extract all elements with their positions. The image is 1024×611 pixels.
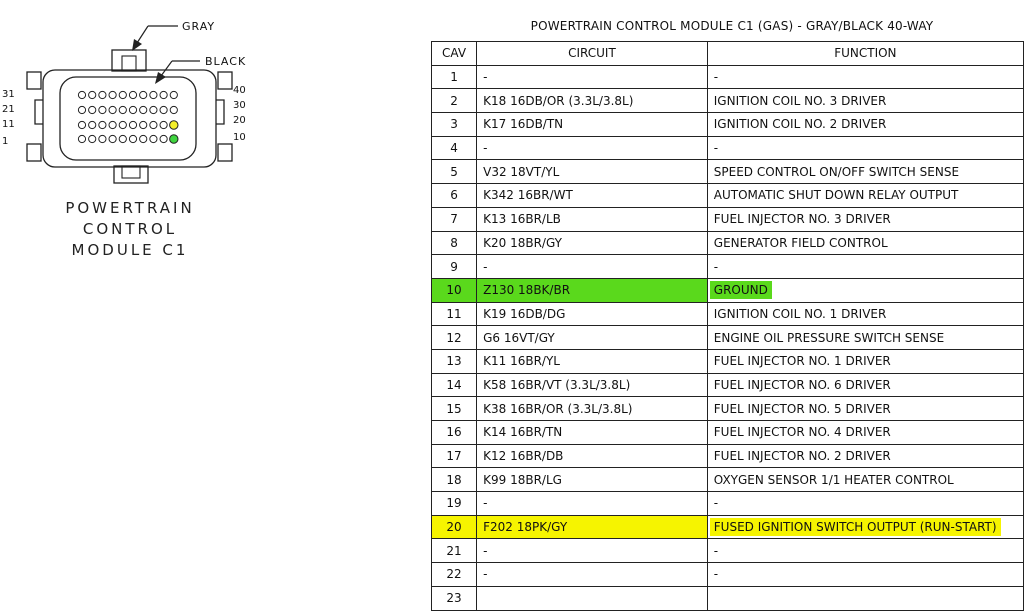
table-row [432,373,1024,397]
cav-cell: 2 [432,89,477,113]
circuit-cell: K11 16BR/YL [477,349,708,373]
circuit-cell: K99 18BR/LG [477,468,708,492]
caption-line-1: POWERTRAIN [65,199,195,217]
function-cell: FUEL INJECTOR NO. 2 DRIVER [707,444,1023,468]
connector-pin [119,106,126,113]
circuit-cell: V32 18VT/YL [477,160,708,184]
table-row [432,65,1024,89]
gray-label: GRAY [182,20,216,33]
function-cell: IGNITION COIL NO. 3 DRIVER [707,89,1023,113]
connector-pin [109,106,116,113]
row-number-right: 20 [233,115,246,126]
header-cav: CAV [432,42,477,66]
function-cell: GENERATOR FIELD CONTROL [707,231,1023,255]
circuit-cell: K17 16DB/TN [477,113,708,137]
cav-cell: 7 [432,207,477,231]
function-cell: FUEL INJECTOR NO. 1 DRIVER [707,349,1023,373]
function-cell: - [707,539,1023,563]
circuit-cell: - [477,563,708,587]
connector-tab-top-left [27,72,41,89]
pin-grid [78,91,178,143]
connector-pin [140,106,147,113]
connector-pin [129,121,136,128]
connector-pin [160,135,167,142]
cav-cell: 6 [432,184,477,208]
function-cell: AUTOMATIC SHUT DOWN RELAY OUTPUT [707,184,1023,208]
row-number-right: 10 [233,132,246,143]
connector-drawing [0,0,300,200]
connector-pin [89,91,96,98]
connector-pin [119,91,126,98]
function-cell: SPEED CONTROL ON/OFF SWITCH SENSE [707,160,1023,184]
circuit-cell: - [477,539,708,563]
connector-pin [140,91,147,98]
pinout-table [431,41,1024,611]
function-cell [707,586,1023,610]
table-row [432,349,1024,373]
connector-tab-bottom-right [218,144,232,161]
table-row [432,515,1024,539]
cav-cell: 21 [432,539,477,563]
connector-pin [160,121,167,128]
connector-pin [129,135,136,142]
connector-latch-top-inner [122,56,136,71]
cav-cell: 18 [432,468,477,492]
cav-cell: 13 [432,349,477,373]
row-number-right: 40 [233,85,246,96]
cav-cell: 9 [432,255,477,279]
connector-pin [170,91,177,98]
function-cell: - [707,563,1023,587]
header-function: FUNCTION [707,42,1023,66]
circuit-cell [477,586,708,610]
connector-pin [160,91,167,98]
connector-pin [109,121,116,128]
circuit-cell: K20 18BR/GY [477,231,708,255]
connector-pin [78,91,85,98]
function-highlight: GROUND [710,281,772,299]
connector-pin [99,135,106,142]
table-row [432,255,1024,279]
connector-pin [78,135,85,142]
table-title: POWERTRAIN CONTROL MODULE C1 (GAS) - GRAY/BLACK 40-WAY [530,19,934,33]
function-cell: IGNITION COIL NO. 2 DRIVER [707,113,1023,137]
function-cell: - [707,492,1023,516]
cav-cell: 14 [432,373,477,397]
circuit-cell: K38 16BR/OR (3.3L/3.8L) [477,397,708,421]
circuit-cell: K18 16DB/OR (3.3L/3.8L) [477,89,708,113]
table-row [432,184,1024,208]
table-body [432,65,1024,610]
connector-pin [119,121,126,128]
circuit-cell: Z130 18BK/BR [477,278,708,302]
cav-cell: 19 [432,492,477,516]
function-cell: OXYGEN SENSOR 1/1 HEATER CONTROL [707,468,1023,492]
table-row [432,326,1024,350]
circuit-cell: K19 16DB/DG [477,302,708,326]
circuit-cell: - [477,65,708,89]
table-row [432,136,1024,160]
cav-cell: 12 [432,326,477,350]
function-cell [707,278,1023,302]
table-row [432,207,1024,231]
connector-pin [170,135,178,143]
table-row [432,231,1024,255]
cav-cell: 4 [432,136,477,160]
connector-pin [140,135,147,142]
gray-arrowhead [132,39,142,51]
connector-flange-right [216,100,224,124]
caption-line-3: MODULE C1 [71,241,189,259]
table-row [432,113,1024,137]
function-highlight: FUSED IGNITION SWITCH OUTPUT (RUN-START) [710,518,1001,536]
function-cell: - [707,255,1023,279]
cav-cell: 20 [432,515,477,539]
black-arrowhead [155,72,166,84]
function-cell: FUEL INJECTOR NO. 3 DRIVER [707,207,1023,231]
cav-cell: 10 [432,278,477,302]
row-numbers-left [2,89,15,147]
gray-leader-line-diag [137,26,148,43]
connector-pin [78,106,85,113]
connector-pin [89,135,96,142]
connector-pin [109,135,116,142]
function-cell: FUEL INJECTOR NO. 4 DRIVER [707,421,1023,445]
circuit-cell: - [477,255,708,279]
connector-pin [140,121,147,128]
connector-pin [150,121,157,128]
caption-line-2: CONTROL [82,220,178,238]
function-cell: FUEL INJECTOR NO. 5 DRIVER [707,397,1023,421]
connector-pin [170,121,178,129]
connector-tab-top-right [218,72,232,89]
connector-flange-left [35,100,43,124]
cav-cell: 23 [432,586,477,610]
circuit-cell: G6 16VT/GY [477,326,708,350]
function-cell: IGNITION COIL NO. 1 DRIVER [707,302,1023,326]
function-cell: FUEL INJECTOR NO. 6 DRIVER [707,373,1023,397]
table-row [432,444,1024,468]
connector-pin [129,91,136,98]
circuit-cell: K12 16BR/DB [477,444,708,468]
circuit-cell: - [477,492,708,516]
table-row [432,563,1024,587]
cav-cell: 17 [432,444,477,468]
connector-latch-bottom [114,166,148,183]
table-header-row [432,42,1024,66]
function-cell: ENGINE OIL PRESSURE SWITCH SENSE [707,326,1023,350]
cav-cell: 15 [432,397,477,421]
row-number-left: 21 [2,104,15,115]
connector-pin [119,135,126,142]
circuit-cell: - [477,136,708,160]
circuit-cell: F202 18PK/GY [477,515,708,539]
connector-housing-inner [60,77,196,160]
connector-pin [99,121,106,128]
row-number-right: 30 [233,100,246,111]
table-row [432,397,1024,421]
connector-pin [129,106,136,113]
connector-pin [160,106,167,113]
row-number-left: 11 [2,119,15,130]
circuit-cell: K342 16BR/WT [477,184,708,208]
cav-cell: 22 [432,563,477,587]
cav-cell: 16 [432,421,477,445]
table-row [432,468,1024,492]
function-cell: - [707,136,1023,160]
connector-pin [99,91,106,98]
table-row [432,586,1024,610]
connector-pin [99,106,106,113]
row-number-left: 1 [2,136,9,147]
connector-pin [170,106,177,113]
black-label: BLACK [205,55,247,68]
connector-diagram [0,0,300,300]
connector-pin [109,91,116,98]
cav-cell: 3 [432,113,477,137]
table-row [432,278,1024,302]
table-row [432,160,1024,184]
connector-pin [150,135,157,142]
connector-pin [150,91,157,98]
connector-pin [89,106,96,113]
header-circuit: CIRCUIT [477,42,708,66]
cav-cell: 11 [432,302,477,326]
table-row [432,421,1024,445]
cav-cell: 5 [432,160,477,184]
connector-pin [89,121,96,128]
function-cell [707,515,1023,539]
connector-pin [78,121,85,128]
table-row [432,302,1024,326]
connector-latch-bottom-inner [122,166,140,178]
connector-latch-top [112,50,146,71]
module-caption [40,198,220,261]
table-row [432,89,1024,113]
cav-cell: 8 [432,231,477,255]
row-numbers-right [233,85,246,143]
connector-housing-outer [43,70,216,167]
table-row [432,539,1024,563]
function-cell: - [707,65,1023,89]
row-number-left: 31 [2,89,15,100]
circuit-cell: K58 16BR/VT (3.3L/3.8L) [477,373,708,397]
table-row [432,492,1024,516]
circuit-cell: K14 16BR/TN [477,421,708,445]
circuit-cell: K13 16BR/LB [477,207,708,231]
connector-pin [150,106,157,113]
cav-cell: 1 [432,65,477,89]
connector-tab-bottom-left [27,144,41,161]
black-leader-line-diag [161,61,172,76]
